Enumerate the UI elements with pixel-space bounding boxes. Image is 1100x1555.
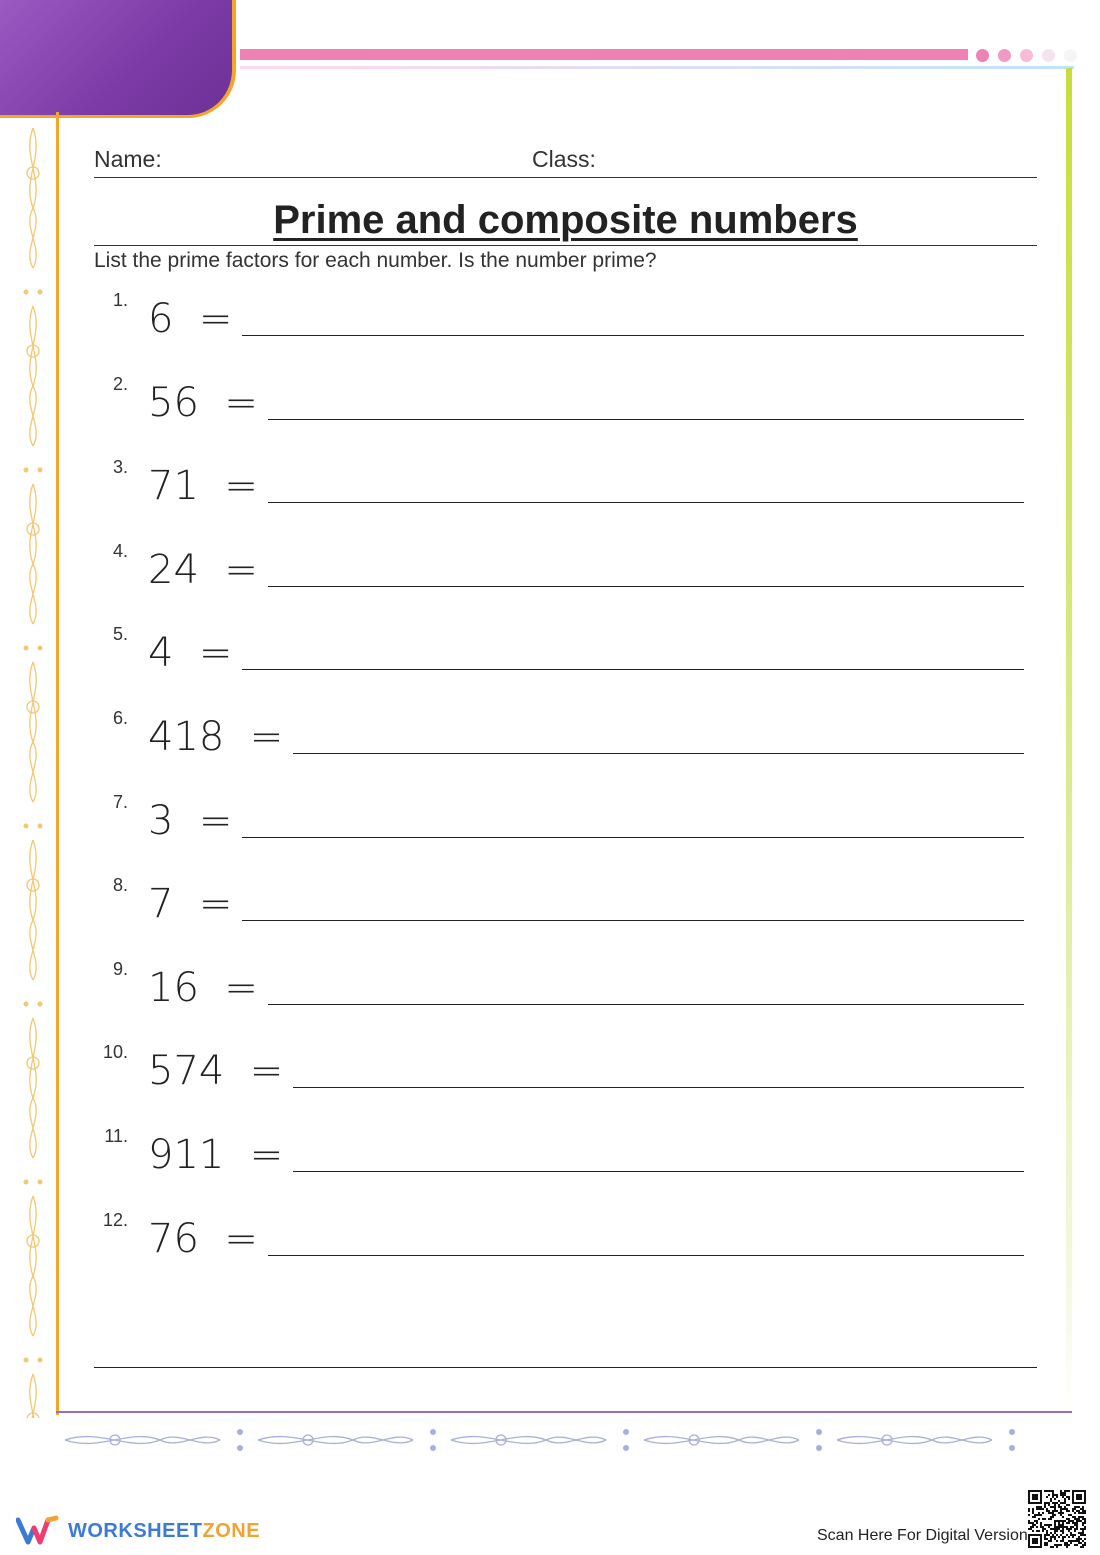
answer-line[interactable] (242, 669, 1024, 670)
problem-item (0, 955, 1100, 1015)
problem-expression: 76 = (148, 1215, 258, 1262)
bottom-border-rule (56, 1411, 1072, 1413)
problem-number: 5. (112, 624, 128, 645)
title-rule (94, 245, 1037, 246)
problem-item (0, 871, 1100, 931)
problem-item (0, 370, 1100, 430)
problem-expression: 574 = (148, 1048, 284, 1095)
problem-number: 11. (104, 1126, 128, 1146)
bottom-answer-line (94, 1367, 1037, 1368)
name-class-line (94, 177, 1037, 178)
problem-number: 4. (112, 540, 128, 561)
problem-item (0, 1038, 1100, 1098)
worksheet-title: Prime and composite numbers (273, 198, 858, 242)
top-thin-rule (240, 66, 1074, 69)
answer-line[interactable] (293, 1087, 1024, 1088)
problem-expression: 6 = (148, 296, 233, 342)
problem-item (0, 537, 1100, 597)
class-label: Class: (532, 146, 596, 172)
problem-number: 3. (112, 457, 128, 478)
answer-line[interactable] (268, 502, 1024, 503)
answer-line[interactable] (268, 419, 1024, 420)
top-dot (1042, 49, 1055, 62)
problem-expression: 71 = (148, 463, 258, 510)
answer-line[interactable] (293, 1171, 1024, 1172)
problem-expression: 418 = (148, 714, 284, 760)
problem-expression: 24 = (148, 546, 258, 593)
top-dot (998, 49, 1011, 62)
problem-expression: 4 = (148, 630, 233, 677)
scan-caption: Scan Here For Digital Version (817, 1527, 1028, 1544)
top-dot (1020, 49, 1033, 62)
answer-line[interactable] (268, 1255, 1024, 1256)
answer-line[interactable] (242, 837, 1024, 838)
top-dot (976, 49, 989, 62)
instructions-text: List the prime factors for each number. Is the number prime? (94, 249, 657, 272)
problem-item (0, 704, 1100, 764)
top-pink-bar (240, 49, 968, 60)
answer-line[interactable] (268, 586, 1024, 587)
problem-expression: 7 = (148, 881, 233, 928)
bottom-ornament-border (60, 1420, 1090, 1460)
qr-code-icon[interactable] (1028, 1490, 1086, 1548)
problem-number: 6. (112, 708, 128, 728)
problem-number: 2. (112, 373, 128, 394)
problem-expression: 16 = (148, 964, 258, 1011)
problem-item (0, 1206, 1100, 1266)
answer-line[interactable] (242, 335, 1024, 336)
problem-number: 8. (112, 875, 128, 896)
name-label: Name: (94, 146, 162, 172)
problem-item (0, 453, 1100, 513)
problem-number: 1. (112, 290, 128, 310)
top-dot (1064, 49, 1077, 62)
answer-line[interactable] (242, 920, 1024, 921)
answer-line[interactable] (293, 753, 1024, 754)
brand-name: WORKSHEETZONE (68, 1520, 261, 1542)
problem-expression: 56 = (148, 379, 258, 426)
problem-item (0, 788, 1100, 848)
problem-expression: 3 = (148, 797, 233, 844)
corner-decoration (0, 0, 236, 118)
problem-number: 10. (102, 1042, 128, 1063)
problem-number: 12. (102, 1209, 128, 1230)
problem-item (0, 286, 1100, 346)
problem-number: 9. (112, 958, 128, 979)
problem-item (0, 620, 1100, 680)
problem-number: 7. (112, 791, 128, 812)
problem-expression: 911 = (148, 1132, 284, 1178)
worksheetzone-logo-icon (16, 1514, 60, 1546)
problem-item (0, 1122, 1100, 1182)
answer-line[interactable] (268, 1004, 1024, 1005)
